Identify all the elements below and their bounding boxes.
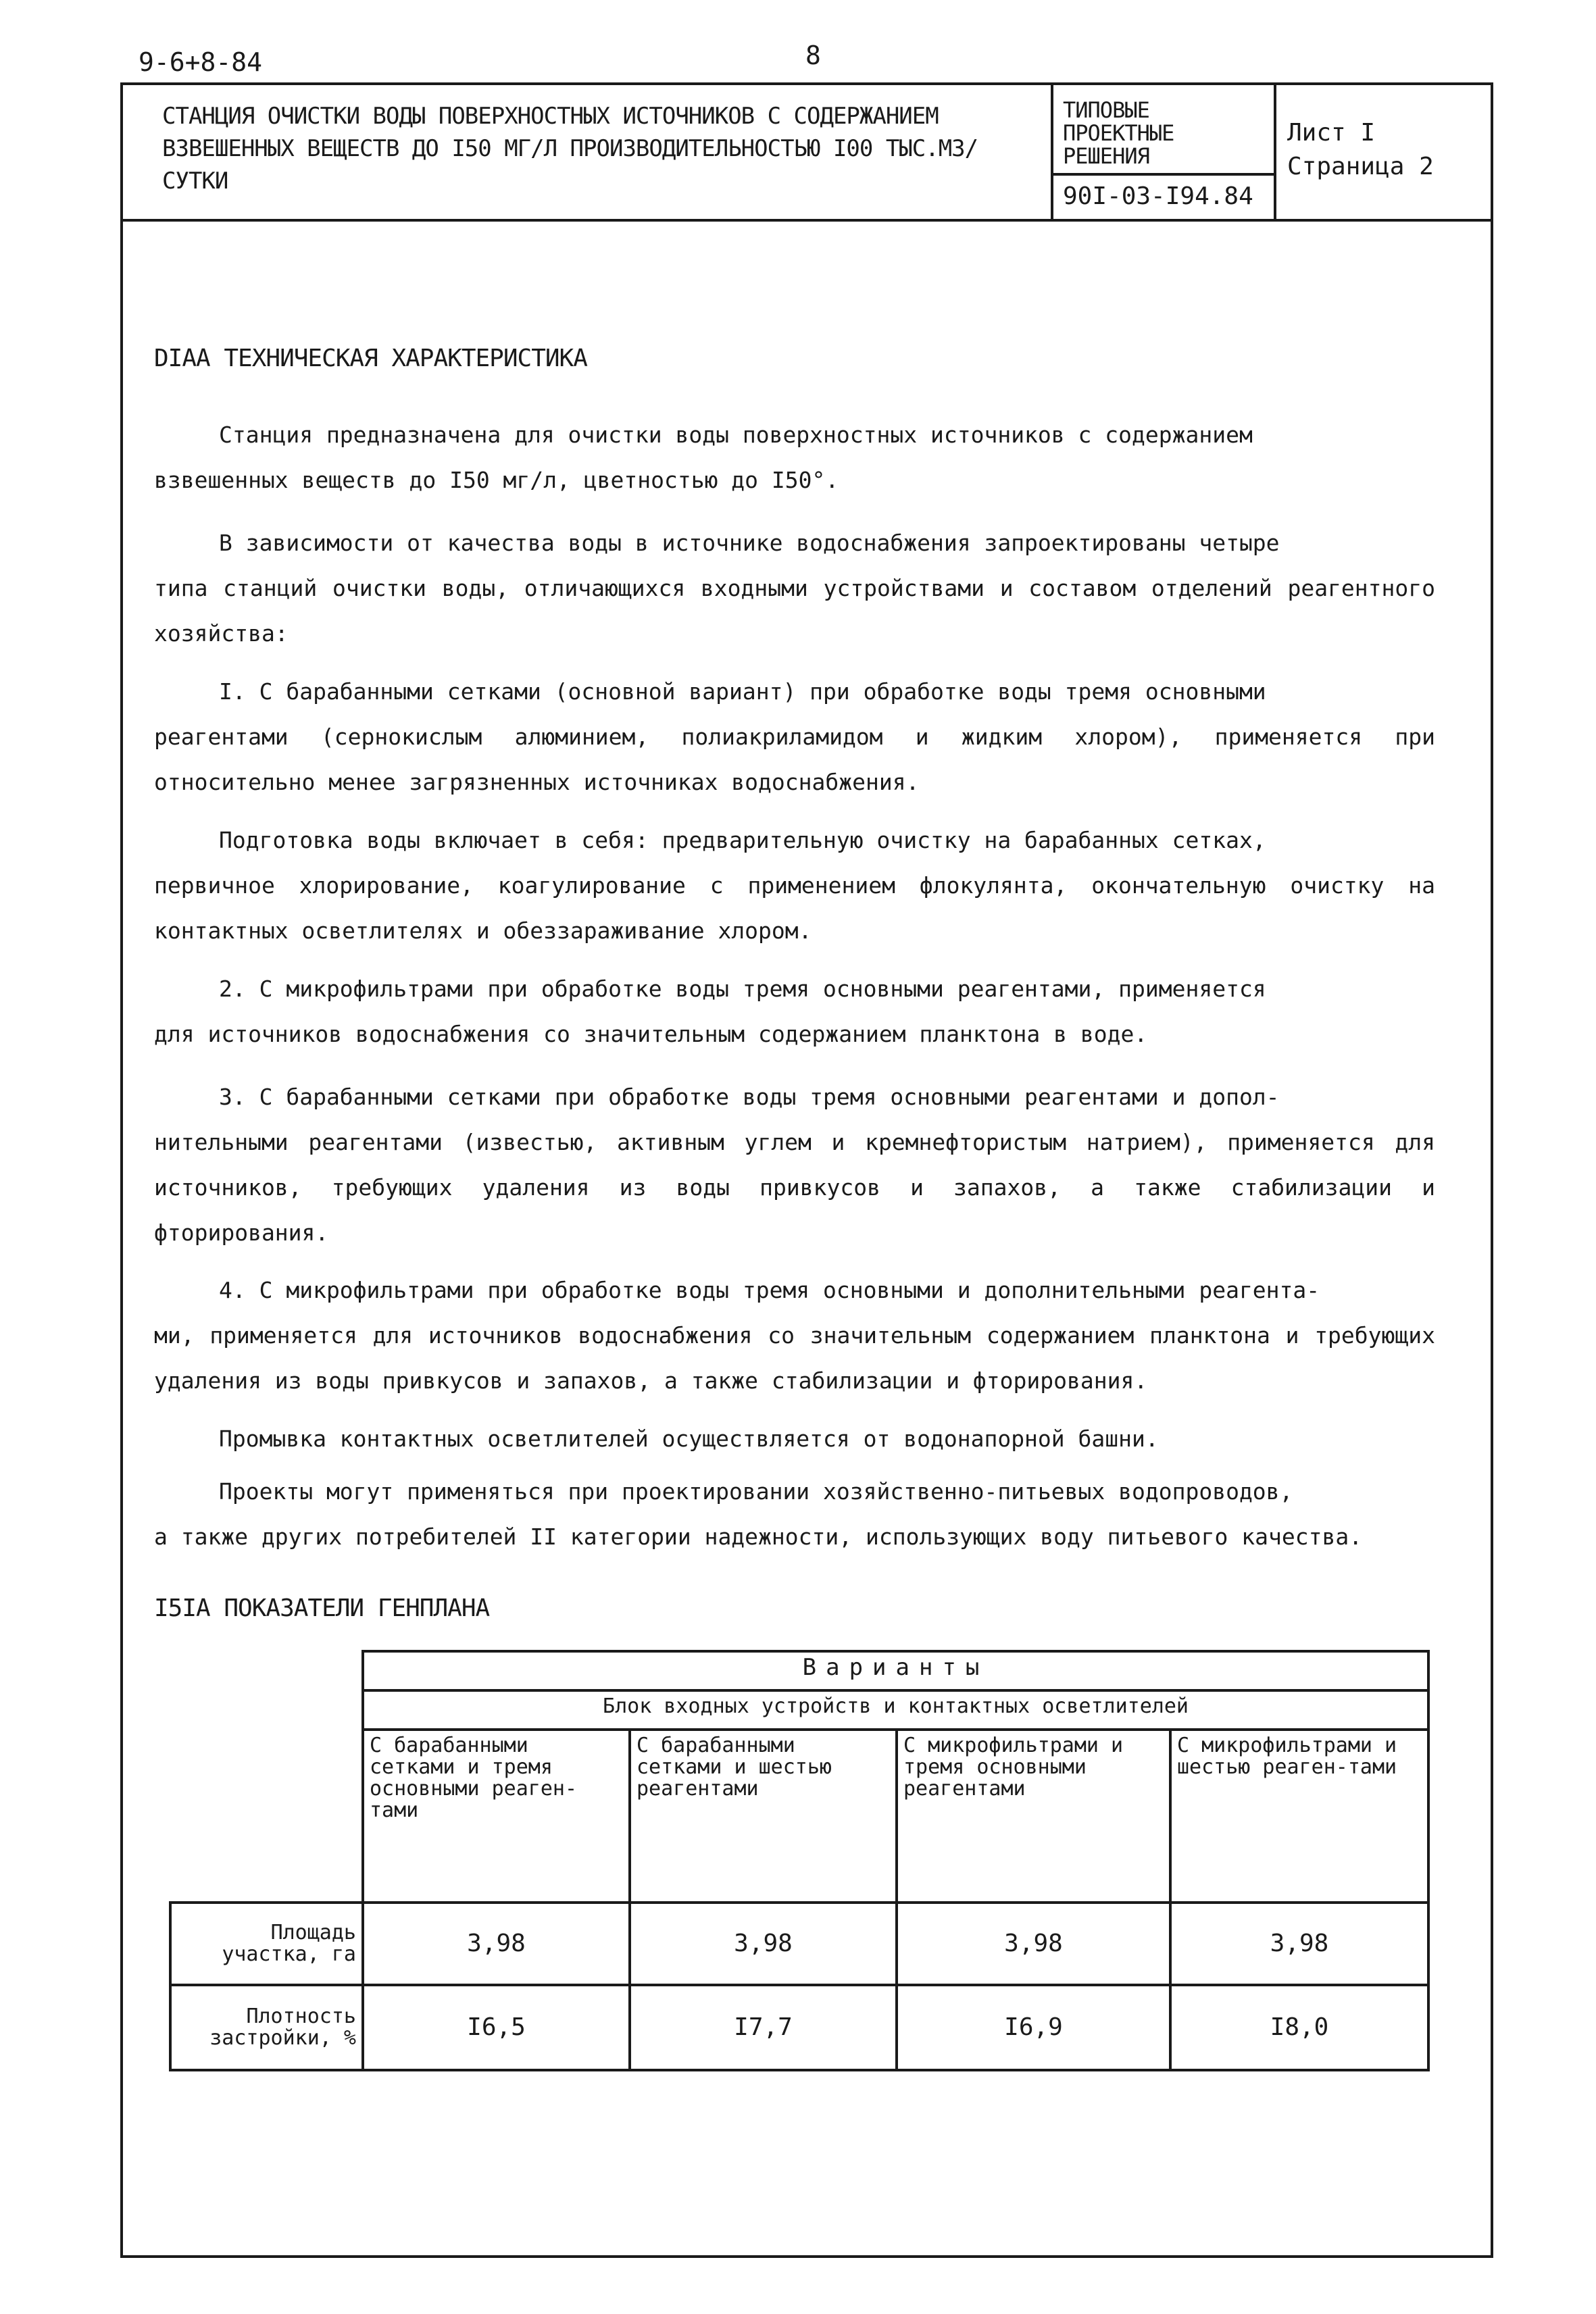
paragraph-text: Промывка контактных осветлителей осуществляется от водонапорной башни. <box>219 1426 1159 1452</box>
table-row-header: Плотность застройки, % <box>170 1985 363 2070</box>
paragraph-text: нительными реагентами (известью, активным углем и кремнефтористым натрием), применяется для источников, требующих удаления из воды привкусов и запахов, а также стабилизации и фторирования. <box>154 1129 1435 1246</box>
table-column-header: С барабанными сетками и тремя основными реаген-тами <box>363 1730 630 1903</box>
paragraph-text: реагентами (сернокислым алюминием, полиакриламидом и жидким хлором), применяется при относительно менее загрязненных источниках водоснабжения. <box>154 724 1435 795</box>
paragraph-text: ми, применяется для источников водоснабжения со значительным содержанием планктона и требующих удаления из воды привкусов и запахов, а также стабилизации и фторирования. <box>154 1322 1435 1394</box>
table-row-header: Площадь участка, га <box>170 1903 363 1985</box>
paragraph <box>154 1469 1435 1559</box>
paragraph <box>154 1267 1435 1403</box>
page-number: 8 <box>805 41 821 70</box>
table-row <box>170 1903 1428 1985</box>
table-corner <box>170 1651 363 1903</box>
document-title: СТАНЦИЯ ОЧИСТКИ ВОДЫ ПОВЕРХНОСТНЫХ ИСТОЧНИКОВ С СОДЕРЖАНИЕМ ВЗВЕШЕННЫХ ВЕЩЕСТВ ДО I50 МГ/Л ПРОИЗВОДИТЕЛЬНОСТЬЮ I00 ТЫС.М3/СУТКИ <box>162 103 978 195</box>
paragraph <box>154 818 1435 953</box>
title-block-divider <box>1274 82 1276 222</box>
table-column-header: С микрофильтрами и тремя основными реагентами <box>897 1730 1170 1903</box>
table-column-header: С барабанными сетками и шестью реагентами <box>630 1730 897 1903</box>
paragraph <box>219 1416 1435 1461</box>
paragraph-text: первичное хлорирование, коагулирование с применением флокулянта, окончательную очистку на контактных осветлителях и обеззараживание хлором. <box>154 872 1435 944</box>
document-type <box>1063 99 1174 168</box>
paragraph-text: 2. С микрофильтрами при обработке воды тремя основными реагентами, применяется <box>219 976 1266 1002</box>
genplan-indicators-table <box>169 1650 1430 2071</box>
table-group-header: Варианты <box>363 1651 1428 1690</box>
paragraph-text: Подготовка воды включает в себя: предварительную очистку на барабанных сетках, <box>219 827 1266 853</box>
section-heading: DIAA ТЕХНИЧЕСКАЯ ХАРАКТЕРИСТИКА <box>154 345 587 372</box>
document-type-line: ПРОЕКТНЫЕ <box>1063 120 1174 146</box>
title-block-divider <box>1051 173 1276 176</box>
sheet-number: Лист I <box>1287 119 1376 147</box>
paragraph-text: взвешенных веществ до I50 мг/л, цветностью до I50°. <box>154 467 839 493</box>
table-cell: I6,9 <box>897 1985 1170 2070</box>
table-cell: 3,98 <box>897 1903 1170 1985</box>
paragraph-text: В зависимости от качества воды в источнике водоснабжения запроектированы четыре <box>219 530 1280 556</box>
page-label: Страница 2 <box>1287 153 1434 180</box>
document-code: 9-6+8-84 <box>139 47 263 77</box>
table-cell: 3,98 <box>1170 1903 1428 1985</box>
paragraph <box>154 669 1435 805</box>
table-cell: I6,5 <box>363 1985 630 2070</box>
table-row <box>170 1985 1428 2070</box>
paragraph-text: для источников водоснабжения со значительным содержанием планктона в воде. <box>154 1021 1148 1047</box>
paragraph-text: 4. С микрофильтрами при обработке воды тремя основными и дополнительными реагента- <box>219 1277 1320 1303</box>
paragraph <box>154 1074 1435 1255</box>
paragraph-text: Станция предназначена для очистки воды поверхностных источников с содержанием <box>219 422 1253 448</box>
paragraph-text: 3. С барабанными сетками при обработке воды тремя основными реагентами и допол- <box>219 1084 1280 1110</box>
sheet-info <box>1287 116 1434 184</box>
project-code: 90I-03-I94.84 <box>1063 182 1253 210</box>
table-column-header: С микрофильтрами и шестью реаген-тами <box>1170 1730 1428 1903</box>
table-cell: 3,98 <box>630 1903 897 1985</box>
paragraph-text: Проекты могут применяться при проектировании хозяйственно-питьевых водопроводов, <box>219 1478 1293 1505</box>
document-type-line: РЕШЕНИЯ <box>1063 143 1149 169</box>
table-cell: I7,7 <box>630 1985 897 2070</box>
section-heading: I5IA ПОКАЗАТЕЛИ ГЕНПЛАНА <box>154 1594 490 1622</box>
paragraph <box>154 966 1435 1057</box>
paragraph <box>154 412 1435 503</box>
document-type-line: ТИПОВЫЕ <box>1063 97 1149 123</box>
paragraph-text: I. С барабанными сетками (основной вариант) при обработке воды тремя основными <box>219 678 1266 705</box>
table-cell: 3,98 <box>363 1903 630 1985</box>
paragraph <box>154 520 1435 656</box>
table-group-header: Блок входных устройств и контактных осветлителей <box>363 1690 1428 1730</box>
title-block-divider <box>1051 82 1053 222</box>
table-cell: I8,0 <box>1170 1985 1428 2070</box>
paragraph-text: типа станций очистки воды, отличающихся входными устройствами и составом отделений реагентного хозяйства: <box>154 575 1435 647</box>
paragraph-text: а также других потребителей II категории надежности, использующих воду питьевого качества. <box>154 1524 1363 1550</box>
